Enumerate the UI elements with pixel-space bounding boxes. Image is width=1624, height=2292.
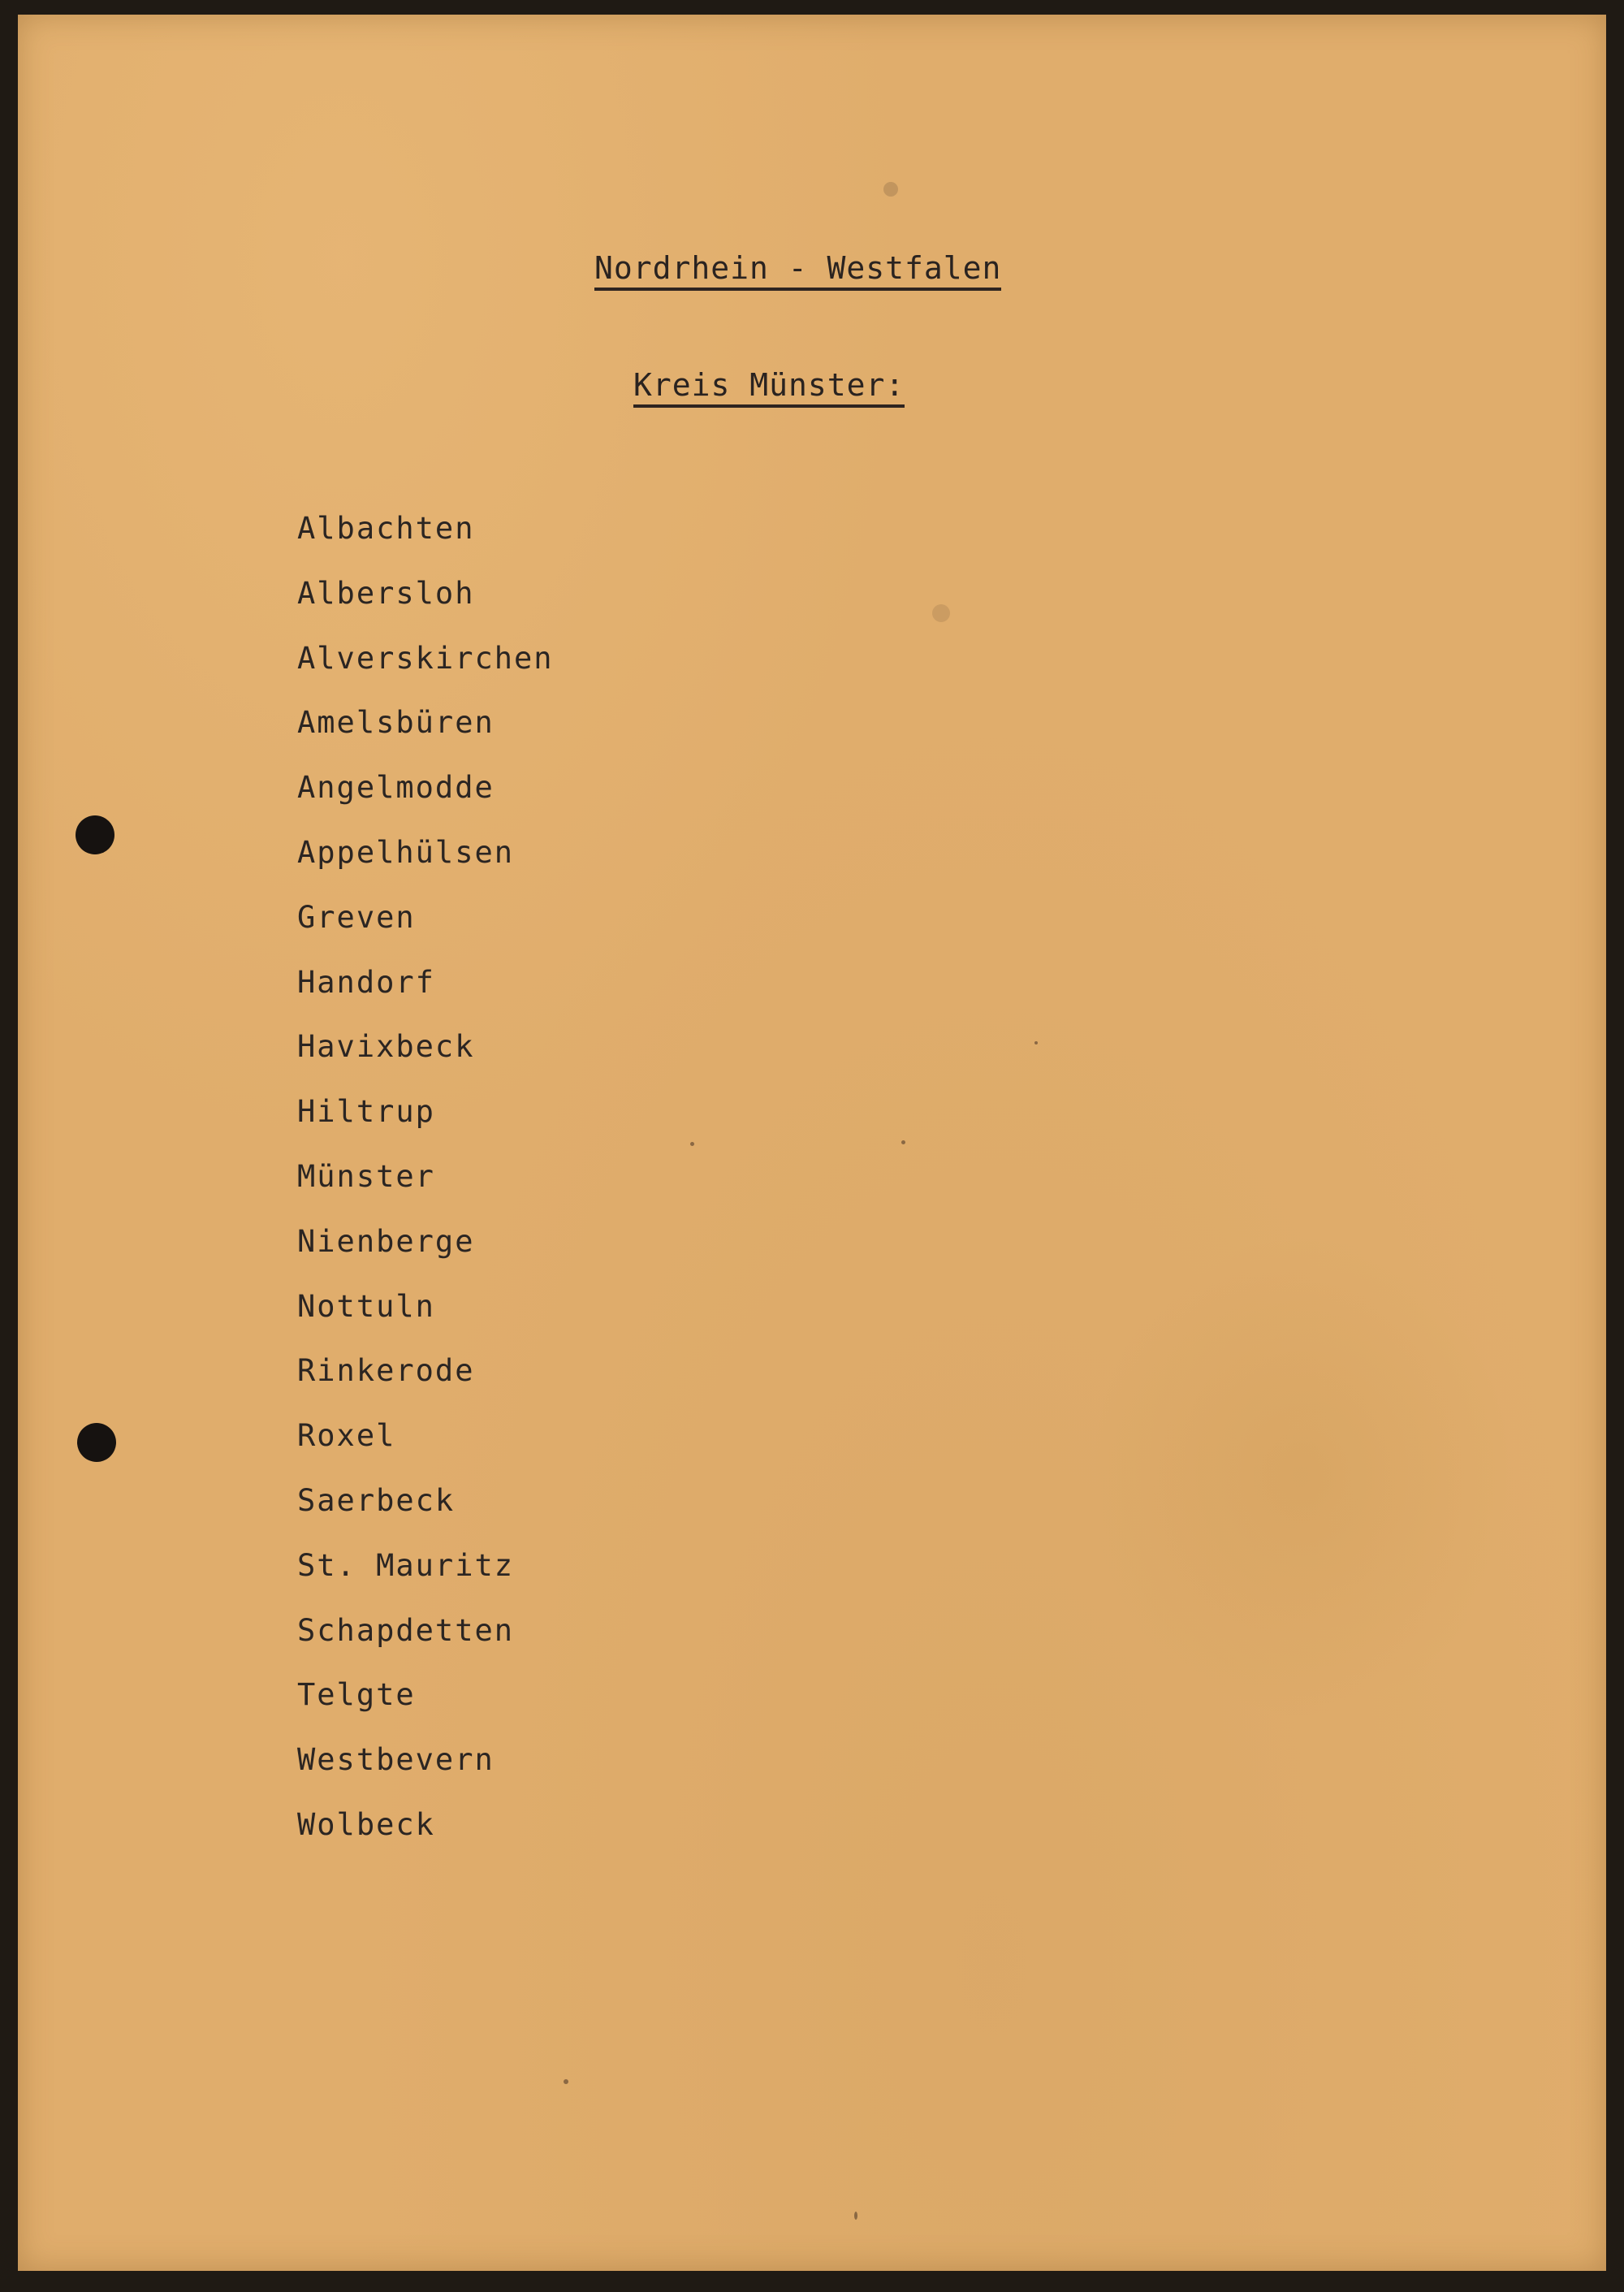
- place-item: Hiltrup: [297, 1094, 435, 1130]
- place-item: Telgte: [297, 1677, 416, 1713]
- paper-speck: [1034, 1041, 1038, 1044]
- place-item: Greven: [297, 899, 416, 935]
- paper-speck: [854, 2212, 857, 2220]
- place-item: Rinkerode: [297, 1353, 475, 1389]
- place-item: Saerbeck: [297, 1482, 456, 1518]
- place-item: St. Mauritz: [297, 1547, 515, 1583]
- place-item: Nottuln: [297, 1288, 435, 1324]
- paper-speck: [690, 1142, 694, 1146]
- paper-speck: [932, 604, 950, 622]
- place-item: Nienberge: [297, 1223, 475, 1259]
- place-item: Roxel: [297, 1418, 396, 1454]
- place-item: Albersloh: [297, 575, 475, 611]
- place-list: [297, 508, 554, 1870]
- place-item: Havixbeck: [297, 1029, 475, 1065]
- punch-hole: [77, 1423, 116, 1462]
- document-subtitle-text: Kreis Münster:: [633, 367, 905, 408]
- document-page: [18, 15, 1606, 2271]
- paper-speck: [883, 182, 898, 197]
- paper-speck: [901, 1140, 905, 1144]
- place-item: Schapdetten: [297, 1612, 515, 1648]
- document-title-text: Nordrhein - Westfalen: [594, 250, 1001, 291]
- document-title: [594, 250, 1001, 291]
- punch-hole: [76, 815, 114, 854]
- place-item: Appelhülsen: [297, 834, 515, 870]
- place-item: Wolbeck: [297, 1806, 435, 1842]
- place-item: Albachten: [297, 511, 475, 546]
- place-item: Angelmodde: [297, 770, 495, 806]
- place-item: Westbevern: [297, 1742, 495, 1778]
- place-item: Handorf: [297, 964, 435, 1000]
- place-item: Amelsbüren: [297, 705, 495, 741]
- document-subtitle: [633, 367, 905, 408]
- paper-speck: [564, 2079, 568, 2084]
- place-item: Alverskirchen: [297, 640, 554, 676]
- place-item: Münster: [297, 1158, 435, 1194]
